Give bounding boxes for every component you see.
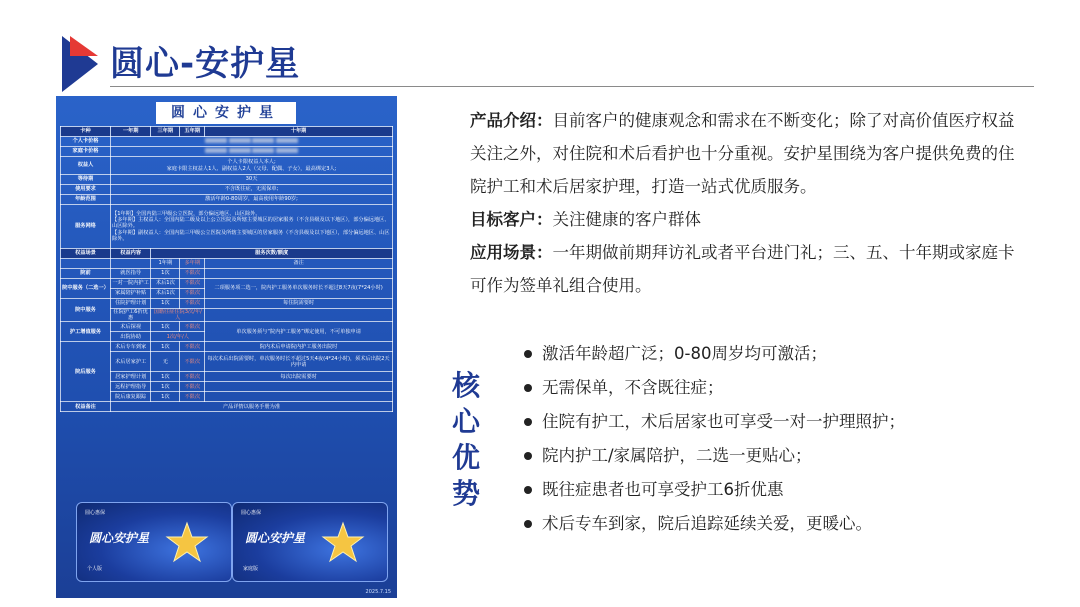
table-row: 术后居家护工 无 不限次 每次术后出院需要时，单次服务时长不超过5天4夜(4*24小时)，须术后出院2天内申请 — [61, 352, 393, 372]
target-customer: 目标客户：关注健康的客户群体 — [470, 210, 701, 229]
advantage-list — [524, 340, 905, 544]
table-row: 住院护工6折优惠 国籍往症住院3次/年/人 — [61, 309, 393, 322]
list-item: 激活年龄超广泛；0-80周岁均可激活； — [524, 340, 905, 374]
table-row: 远程护理指导 1次 不限次 — [61, 382, 393, 392]
table-row: 服务网络 【1年期】全国内陆三甲级公立医院，部分偏远地区、山区除外。 【多年期】主权益人：全国内陆二级及以上公立医院及所辖主要城区的居家服务（不含县级及以下地区），部分偏远地区、山区除外。 【多年期】副权益人：全国内陆三甲级公立医院及所辖主要城区的居家服务（不含县级及以下地区），部分偏远地区、山区除外。 — [61, 205, 393, 249]
table-row: 卡种 一年期 三年期 五年期 十年期 — [61, 127, 393, 137]
family-card-image: 圆心惠保 圆心安护星 家庭版 — [232, 502, 388, 582]
table-row: 院中服务 住院护理计划 1次 不限次 每住院需要时 — [61, 299, 393, 309]
title-divider — [110, 86, 1034, 87]
table-row: 护工增值服务 术后探视 1次 不限次 单次服务须与“院内护工服务”绑定使用，不可单独申请 — [61, 322, 393, 332]
table-row: 院后服务 术后专车到家 1次 不限次 院内术后申请院内护工服务出院时 — [61, 342, 393, 352]
table-row: 等待期 30天 — [61, 175, 393, 185]
personal-card-image: 圆心惠保 圆心安护星 个人版 — [76, 502, 232, 582]
list-item: 院内护工/家属陪护，二选一更贴心； — [524, 442, 905, 476]
product-poster — [56, 96, 397, 598]
star-icon — [321, 521, 365, 565]
table-row: 权益备注 产品详情以服务手册为准 — [61, 402, 393, 412]
table-row: 出院协助 1次/年/人 — [61, 332, 393, 342]
list-item: 术后专车到家，院后追踪延续关爱，更暖心。 — [524, 510, 905, 544]
list-item: 既往症患者也可享受护工6折优惠 — [524, 476, 905, 510]
table-row: 权益人 个人卡限权益人本人; 家庭卡限主权益人1人、副权益人2人（父母、配偶、子女），最高绑定3人; — [61, 157, 393, 175]
table-row: 居家护理计划 1次 不限次 每次出院需要时 — [61, 372, 393, 382]
benefit-table — [60, 126, 393, 412]
list-item: 无需保单，不含既往症； — [524, 374, 905, 408]
bullet-icon — [524, 384, 532, 392]
page-title: 圆心-安护星 — [110, 44, 301, 84]
table-row: 院后康复跟踪 1次 不限次 — [61, 392, 393, 402]
bullet-icon — [524, 452, 532, 460]
bullet-icon — [524, 350, 532, 358]
use-scene: 应用场景：一年期做前期拜访礼或者平台进门礼；三、五、十年期或家庭卡可作为签单礼组合使用。 — [470, 243, 1015, 295]
list-item: 住院有护工，术后居家也可享受一对一护理照护； — [524, 408, 905, 442]
logo-mark — [58, 34, 104, 94]
table-row: 家庭卡价格 — [61, 147, 393, 157]
star-icon — [165, 521, 209, 565]
table-row: 个人卡价格 — [61, 137, 393, 147]
table-row: 使用要求 不含既往症，无需保单; — [61, 185, 393, 195]
table-row: 院中服务（二选一） 一对一院内护工 术后1次 不限次 二项服务项二选一，院内护工服务单次服务时长不超过8天7夜(7*24小时) — [61, 279, 393, 289]
intro-section — [418, 104, 1018, 302]
poster-date: 2025.7.15 — [365, 589, 391, 595]
table-row: 家属陪护补贴 术后1次 不限次 — [61, 289, 393, 299]
table-row: 权益场景 权益内容 服务次数/额度 — [61, 249, 393, 259]
core-advantage-heading: 核心优势 — [451, 369, 480, 510]
product-intro: 产品介绍：目前客户的健康观念和需求在不断变化；除了对高价值医疗权益关注之外，对住院和术后看护也十分重视。安护星围绕为客户提供免费的住院护工和术后居家护理，打造一站式优质服务。 — [470, 111, 1015, 196]
poster-title: 圆心安护星 — [156, 102, 296, 124]
bullet-icon — [524, 486, 532, 494]
bullet-icon — [524, 520, 532, 528]
table-row: 年龄范围 激活年龄0-80周岁，最高使用年龄90岁; — [61, 195, 393, 205]
bullet-icon — [524, 418, 532, 426]
table-row: 1年期 多年期 备注 — [61, 259, 393, 269]
table-row: 院前 就医指导 1次 不限次 — [61, 269, 393, 279]
